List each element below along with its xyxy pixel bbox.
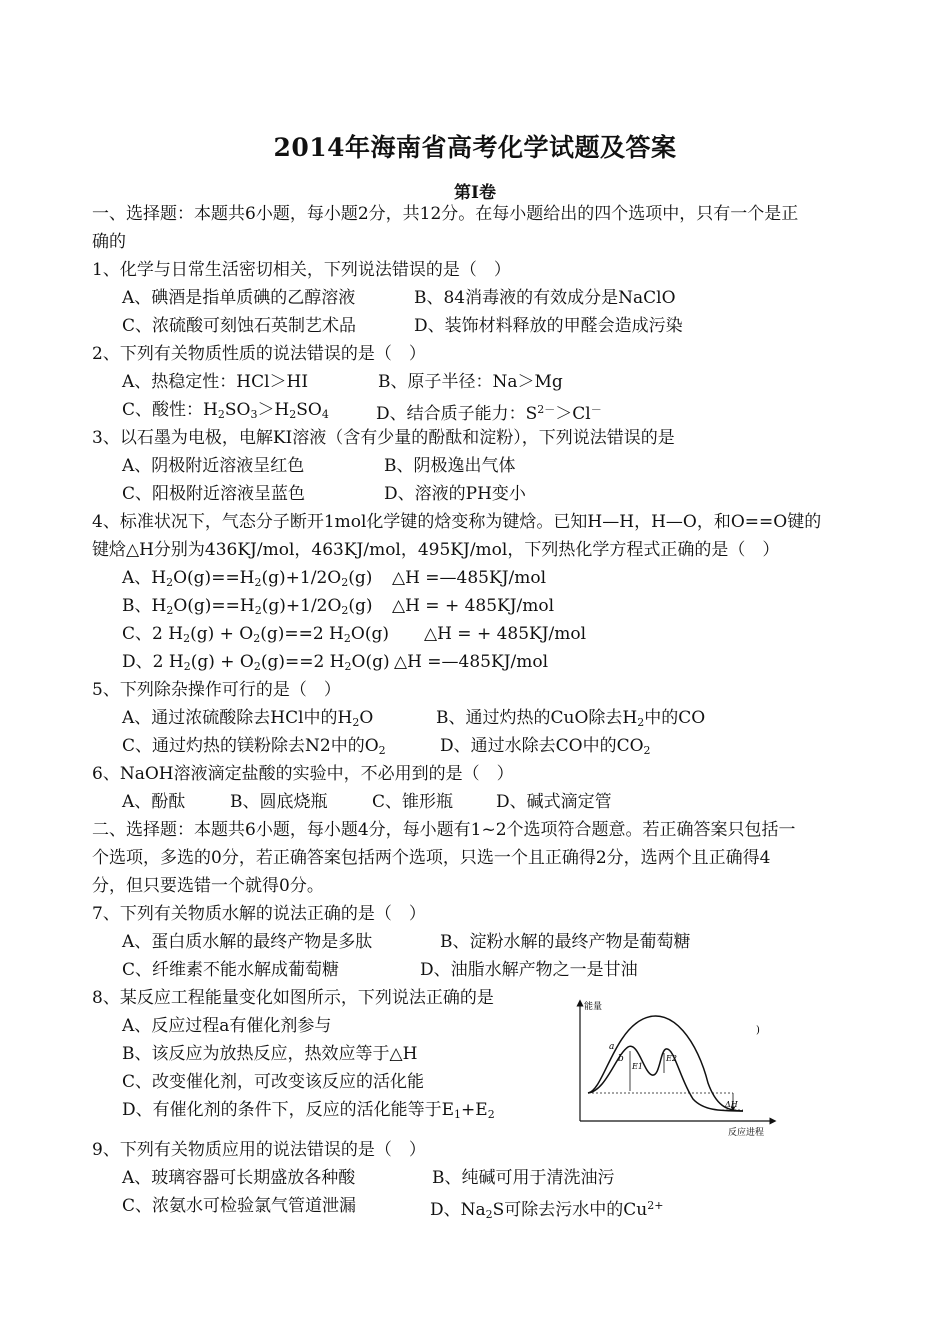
q3-option-d: D、溶液的PH变小 [384, 484, 526, 504]
curve-a [588, 1016, 743, 1111]
part2-instructions-line1: 二、选择题：本题共6小题，每小题4分，每小题有1~2个选项符合题意。若正确答案只包括一 [92, 820, 796, 840]
q9-option-a: A、玻璃容器可长期盛放各种酸 [122, 1168, 356, 1188]
q6-option-c: C、锥形瓶 [372, 792, 454, 812]
q4-option-d-enthalpy: △H =—485KJ/mol [394, 652, 549, 672]
q8-option-a: A、反应过程a有催化剂参与 [122, 1016, 332, 1036]
q1-option-d: D、装饰材料释放的甲醛会造成污染 [414, 316, 683, 336]
curve-b-label: b [618, 1054, 624, 1064]
q4-stem-line1: 4、标准状况下，气态分子断开1mol化学键的焓变称为键焓。已知H—H，H—O，和O==O键的 [92, 512, 822, 532]
q2-option-b: B、原子半径：Na＞Mg [378, 372, 563, 392]
q6-stem: 6、NaOH溶液滴定盐酸的实验中，不必用到的是（ ） [92, 764, 514, 784]
q4-option-a-equation: A、$H_2O(g)==H_2(g)+1/2O_2(g)$ [122, 568, 373, 589]
q5-option-b: B、通过灼热的CuO除去$H_2$中的CO [436, 708, 706, 729]
x-axis-label: 反应进程 [728, 1128, 765, 1138]
q4-option-a-enthalpy: △H =—485KJ/mol [392, 568, 547, 588]
q6-option-b: B、圆底烧瓶 [230, 792, 328, 812]
q2-option-c: C、酸性：$H_2SO_3>H_2SO_4$ [122, 400, 329, 421]
q9-option-d: D、$Na_2S$可除去污水中的$Cu^{2+}$ [430, 1199, 664, 1221]
q3-option-a: A、阴极附近溶液呈红色 [122, 456, 305, 476]
q7-option-c: C、纤维素不能水解成葡萄糖 [122, 960, 340, 980]
figure-mark: ) [756, 1025, 760, 1036]
energy-diagram [568, 993, 784, 1139]
q8-option-c: C、改变催化剂，可改变该反应的活化能 [122, 1072, 425, 1092]
q4-option-d-equation: D、2 $H_2(g) + O_2(g)==2$ $H_2O(g)$ [122, 652, 390, 673]
q4-option-c-enthalpy: △H = + 485KJ/mol [424, 624, 587, 644]
part2-instructions-line2: 个选项，多选的0分，若正确答案包括两个选项，只选一个且正确得2分，选两个且正确得4 [92, 848, 771, 868]
q1-option-b: B、84消毒液的有效成分是NaClO [414, 288, 676, 308]
delta-h-label: ΔH [725, 1100, 738, 1109]
q9-option-c: C、浓氨水可检验氯气管道泄漏 [122, 1196, 357, 1216]
q5-option-d: D、通过水除去CO中的$CO_2$ [440, 736, 651, 757]
q4-option-b-enthalpy: △H = + 485KJ/mol [392, 596, 555, 616]
part2-instructions-line3: 分，但只要选错一个就得0分。 [92, 876, 324, 896]
q4-option-c-equation: C、2 $H_2(g) + O_2(g)==2$ $H_2O(g)$ [122, 624, 389, 645]
q1-option-c: C、浓硫酸可刻蚀石英制艺术品 [122, 316, 357, 336]
part1-instructions-line1: 一、选择题：本题共6小题，每小题2分，共12分。在每小题给出的四个选项中，只有一个是正 [92, 204, 799, 224]
q6-option-a: A、酚酞 [122, 792, 186, 812]
q3-option-c: C、阳极附近溶液呈蓝色 [122, 484, 306, 504]
q7-option-a: A、蛋白质水解的最终产物是多肽 [122, 932, 373, 952]
q7-stem: 7、下列有关物质水解的说法正确的是（ ） [92, 904, 426, 924]
q2-option-a: A、热稳定性：HCl＞HI [122, 372, 309, 392]
q5-option-c: C、通过灼热的镁粉除去N2中的$O_2$ [122, 736, 386, 757]
q7-option-d: D、油脂水解产物之一是甘油 [420, 960, 638, 980]
q1-option-a: A、碘酒是指单质碘的乙醇溶液 [122, 288, 356, 308]
q5-stem: 5、下列除杂操作可行的是（ ） [92, 680, 341, 700]
q8-option-b: B、该反应为放热反应，热效应等于△H [122, 1044, 418, 1064]
q2-option-d: D、结合质子能力：$S^{2-}>Cl^-$ [376, 403, 602, 424]
section-title: 第Ⅰ卷 [454, 183, 496, 203]
curve-a-label: a [609, 1042, 615, 1052]
q3-option-b: B、阴极逸出气体 [384, 456, 516, 476]
part1-instructions-line2: 确的 [92, 232, 126, 252]
q4-option-b-equation: B、$H_2O(g)==H_2(g)+1/2O_2(g)$ [122, 596, 373, 617]
q3-stem: 3、以石墨为电极，电解KI溶液（含有少量的酚酞和淀粉），下列说法错误的是 [92, 428, 675, 448]
page-title: 2014年海南省高考化学试题及答案 [273, 133, 677, 162]
q1-stem: 1、化学与日常生活密切相关，下列说法错误的是（ ） [92, 260, 511, 280]
q9-stem: 9、下列有关物质应用的说法错误的是（ ） [92, 1140, 426, 1160]
q7-option-b: B、淀粉水解的最终产物是葡萄糖 [440, 932, 691, 952]
q5-option-a: A、通过浓硫酸除去HCl中的$H_2O$ [122, 708, 374, 729]
q6-option-d: D、碱式滴定管 [496, 792, 612, 812]
q4-stem-line2: 键焓△H分别为436KJ/mol，463KJ/mol，495KJ/mol，下列热化学方程式正确的是（ ） [92, 540, 780, 560]
e1-label: E1 [632, 1062, 643, 1071]
q9-option-b: B、纯碱可用于清洗油污 [432, 1168, 615, 1188]
q8-stem: 8、某反应工程能量变化如图所示，下列说法正确的是 [92, 988, 494, 1008]
y-axis-label: 能量 [584, 1002, 603, 1012]
q2-stem: 2、下列有关物质性质的说法错误的是（ ） [92, 344, 426, 364]
q8-option-d: D、有催化剂的条件下，反应的活化能等于$E_1+E_2$ [122, 1100, 495, 1121]
e2-label: E2 [666, 1054, 677, 1063]
